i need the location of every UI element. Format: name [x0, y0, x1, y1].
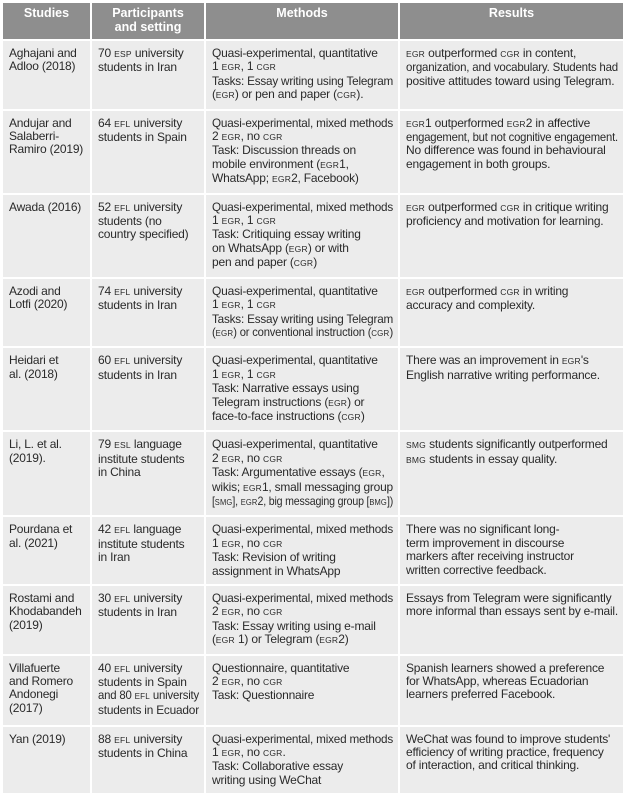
results-line: EGR outperformed CGR in critique writing	[406, 199, 609, 214]
methods-line: 1 EGR, no CGR.	[212, 745, 286, 760]
participants-line: students in Iran	[98, 298, 177, 313]
results-line: WeChat was found to improve students'	[406, 731, 611, 746]
study-line: Lotfi (2020)	[9, 297, 68, 312]
participants-line: 30 EFL university	[98, 591, 183, 605]
study-line: al. (2021)	[9, 535, 58, 550]
participants-line: country specified)	[98, 227, 189, 242]
methods-line: face-to-face instructions (CGR)	[212, 408, 365, 423]
results-line: markers after receiving instructor	[406, 549, 574, 564]
study-line: (2019).	[9, 450, 46, 465]
participants-cell	[91, 585, 205, 655]
results-line: more informal than essays sent by e-mail.	[406, 604, 618, 619]
results-cell	[399, 726, 624, 795]
results-line: engagement in both groups.	[406, 156, 551, 171]
results-line: written corrective feedback.	[406, 562, 547, 577]
methods-line: writing using WeChat	[212, 772, 322, 787]
methods-cell	[205, 655, 399, 726]
results-line: No difference was found in behavioural	[406, 143, 606, 158]
results-line: efficiency of writing practice, frequency	[406, 745, 604, 760]
methods-line: Tasks: Essay writing using Telegram	[212, 73, 394, 88]
table-row	[2, 516, 624, 585]
study-cell	[2, 40, 91, 110]
study-line: (2019)	[9, 617, 43, 632]
participants-line: 70 ESP university	[98, 46, 184, 60]
results-cell	[399, 110, 624, 194]
results-line: organization, and vocabulary. Students had	[406, 60, 619, 75]
methods-line: Quasi-experimental, mixed methods	[212, 522, 394, 537]
study-line: Azodi and	[9, 283, 61, 298]
results-line: There was an improvement in EGR's	[406, 353, 589, 368]
study-line: Heidari et	[9, 353, 59, 368]
methods-line: [SMG], EGR2, big messaging group [BMG])	[212, 493, 394, 508]
study-line: (2017)	[9, 700, 43, 715]
methods-cell	[205, 431, 399, 516]
participants-line: 74 EFL university	[98, 283, 183, 298]
study-cell	[2, 655, 91, 726]
study-line: Awada (2016)	[9, 199, 82, 214]
studies-table	[1, 1, 624, 795]
results-line: of interaction, and critical thinking.	[406, 758, 580, 773]
results-line: positive attitudes toward using Telegram.	[406, 73, 615, 88]
methods-line: Task: Discussion threads on	[212, 143, 357, 158]
study-line: Li, L. et al.	[9, 437, 62, 452]
results-line: learners preferred Facebook.	[406, 687, 556, 702]
results-cell	[399, 278, 624, 348]
header-studies: Studies	[2, 2, 91, 40]
results-line: term improvement in discourse	[406, 535, 565, 550]
study-line: Adloo (2018)	[9, 59, 76, 74]
participants-line: 88 EFL university	[98, 731, 183, 746]
study-cell	[2, 585, 91, 655]
methods-line: Quasi-experimental, quantitative	[212, 353, 378, 368]
methods-line: Quasi-experimental, quantitative	[212, 46, 378, 60]
table-row	[2, 726, 624, 795]
methods-line: (EGR) or pen and paper (CGR).	[212, 87, 364, 102]
study-cell	[2, 110, 91, 194]
methods-line: 1 EGR, 1 CGR	[212, 366, 277, 381]
methods-cell	[205, 347, 399, 431]
methods-line: Quasi-experimental, mixed methods	[212, 591, 394, 605]
table-row	[2, 431, 624, 516]
study-line: Pourdana et	[9, 522, 73, 537]
table-body	[2, 40, 624, 794]
participants-cell	[91, 278, 205, 348]
results-cell	[399, 194, 624, 278]
methods-cell	[205, 110, 399, 194]
results-line: Spanish learners showed a preference	[406, 660, 605, 675]
study-line: Villafuerte	[9, 660, 60, 675]
participants-line: students (no	[98, 214, 162, 229]
methods-line: Task: Questionnaire	[212, 688, 315, 703]
methods-line: 2 EGR, no CGR	[212, 604, 283, 619]
results-line: EGR outperformed CGR in content,	[406, 46, 577, 60]
study-line: Andonegi	[9, 687, 59, 702]
participants-line: students in Iran	[98, 605, 177, 620]
table-row	[2, 40, 624, 110]
methods-line: 1 EGR, 1 CGR	[212, 213, 277, 228]
methods-line: 2 EGR, no CGR	[212, 450, 283, 465]
methods-line: (EGR) or conventional instruction (CGR)	[212, 324, 394, 339]
header-results: Results	[399, 2, 624, 40]
methods-line: 1 EGR, 1 CGR	[212, 59, 277, 74]
methods-line: Task: Argumentative essays (EGR,	[212, 465, 385, 480]
table-row	[2, 655, 624, 726]
participants-line: students in Spain	[98, 130, 187, 145]
study-cell	[2, 516, 91, 585]
study-line: Rostami and	[9, 591, 75, 605]
methods-line: Quasi-experimental, mixed methods	[212, 115, 394, 130]
results-cell	[399, 585, 624, 655]
participants-line: students in China	[98, 746, 188, 761]
methods-line: pen and paper (CGR)	[212, 255, 318, 270]
participants-line: institute students	[98, 451, 185, 466]
methods-line: Telegram instructions (EGR) or	[212, 394, 365, 409]
results-line: SMG students significantly outperformed	[406, 437, 608, 452]
results-line: English narrative writing performance.	[406, 367, 600, 382]
results-cell	[399, 655, 624, 726]
methods-line: Questionnaire, quantitative	[212, 660, 350, 675]
participants-line: 64 EFL university	[98, 115, 183, 130]
header-participants	[91, 2, 205, 40]
table-row	[2, 347, 624, 431]
results-cell	[399, 347, 624, 431]
participants-line: 42 EFL language	[98, 522, 182, 537]
participants-line: 40 EFL university	[98, 660, 183, 675]
methods-line: Quasi-experimental, quantitative	[212, 437, 378, 452]
methods-line: 2 EGR, no CGR	[212, 129, 283, 144]
table-row	[2, 585, 624, 655]
table-row	[2, 110, 624, 194]
participants-line: 79 ESL language	[98, 437, 182, 452]
participants-line: students in Iran	[98, 367, 177, 382]
methods-line: Task: Revision of writing	[212, 550, 336, 565]
results-cell	[399, 516, 624, 585]
methods-line: Task: Critiquing essay writing	[212, 227, 361, 242]
results-line: engagement, but not cognitive engagement.	[406, 130, 618, 145]
study-line: Yan (2019)	[9, 731, 66, 746]
results-cell	[399, 40, 624, 110]
results-line: for WhatsApp, whereas Ecuadorian	[406, 674, 589, 689]
results-cell	[399, 431, 624, 516]
study-line: Ramiro (2019)	[9, 142, 84, 157]
methods-cell	[205, 40, 399, 110]
methods-line: 2 EGR, no CGR	[212, 674, 283, 689]
methods-line: assignment in WhatsApp	[212, 563, 341, 578]
table-row	[2, 278, 624, 348]
study-line: Salaberri-	[9, 129, 60, 144]
study-cell	[2, 347, 91, 431]
participants-line: institute students	[98, 536, 185, 551]
participants-line: students in Ecuador	[98, 702, 199, 717]
methods-line: (EGR 1) or Telegram (EGR2)	[212, 632, 349, 647]
results-line: EGR outperformed CGR in writing	[406, 283, 569, 298]
results-line: accuracy and complexity.	[406, 298, 536, 313]
study-line: Khodabandeh	[9, 604, 82, 619]
methods-cell	[205, 194, 399, 278]
results-line: Essays from Telegram were significantly	[406, 591, 612, 605]
study-cell	[2, 278, 91, 348]
methods-line: Task: Essay writing using e-mail	[212, 618, 376, 633]
methods-line: mobile environment (EGR1,	[212, 156, 349, 171]
methods-cell	[205, 278, 399, 348]
participants-line: 52 EFL university	[98, 199, 183, 214]
study-line: Aghajani and	[9, 46, 77, 60]
participants-cell	[91, 40, 205, 110]
methods-line: 1 EGR, no CGR	[212, 535, 283, 550]
methods-line: Quasi-experimental, mixed methods	[212, 731, 394, 746]
methods-line: Tasks: Essay writing using Telegram	[212, 311, 394, 326]
methods-line: 1 EGR, 1 CGR	[212, 297, 277, 312]
study-cell	[2, 726, 91, 795]
methods-line: Task: Narrative essays using	[212, 381, 360, 396]
methods-cell	[205, 516, 399, 585]
methods-cell	[205, 585, 399, 655]
results-line: BMG students in essay quality.	[406, 451, 558, 466]
participants-cell	[91, 655, 205, 726]
participants-line: in China	[98, 465, 141, 480]
header-methods: Methods	[205, 2, 399, 40]
header-row	[2, 2, 624, 40]
results-line: There was no significant long-	[406, 522, 560, 537]
study-line: and Romero	[9, 674, 74, 689]
participants-line: students in Spain	[98, 675, 187, 690]
methods-line: Quasi-experimental, quantitative	[212, 283, 378, 298]
participants-cell	[91, 431, 205, 516]
participants-cell	[91, 110, 205, 194]
study-cell	[2, 431, 91, 516]
study-line: Andujar and	[9, 115, 72, 130]
methods-cell	[205, 726, 399, 795]
participants-cell	[91, 347, 205, 431]
results-line: EGR1 outperformed EGR2 in affective	[406, 115, 591, 130]
results-line: proficiency and motivation for learning.	[406, 214, 604, 229]
participants-line: and 80 EFL university	[98, 688, 200, 703]
header-participants-label: Participants and setting	[112, 6, 184, 34]
participants-cell	[91, 726, 205, 795]
participants-cell	[91, 194, 205, 278]
methods-line: Quasi-experimental, mixed methods	[212, 199, 394, 214]
table-row	[2, 194, 624, 278]
methods-line: on WhatsApp (EGR) or with	[212, 240, 349, 255]
study-cell	[2, 194, 91, 278]
methods-line: Task: Collaborative essay	[212, 759, 344, 774]
participants-line: in Iran	[98, 550, 130, 565]
methods-line: WhatsApp; EGR2, Facebook)	[212, 171, 359, 186]
participants-line: students in Iran	[98, 60, 177, 75]
participants-line: 60 EFL university	[98, 353, 183, 368]
study-line: al. (2018)	[9, 366, 58, 381]
participants-cell	[91, 516, 205, 585]
methods-line: wikis; EGR1, small messaging group	[212, 479, 393, 494]
